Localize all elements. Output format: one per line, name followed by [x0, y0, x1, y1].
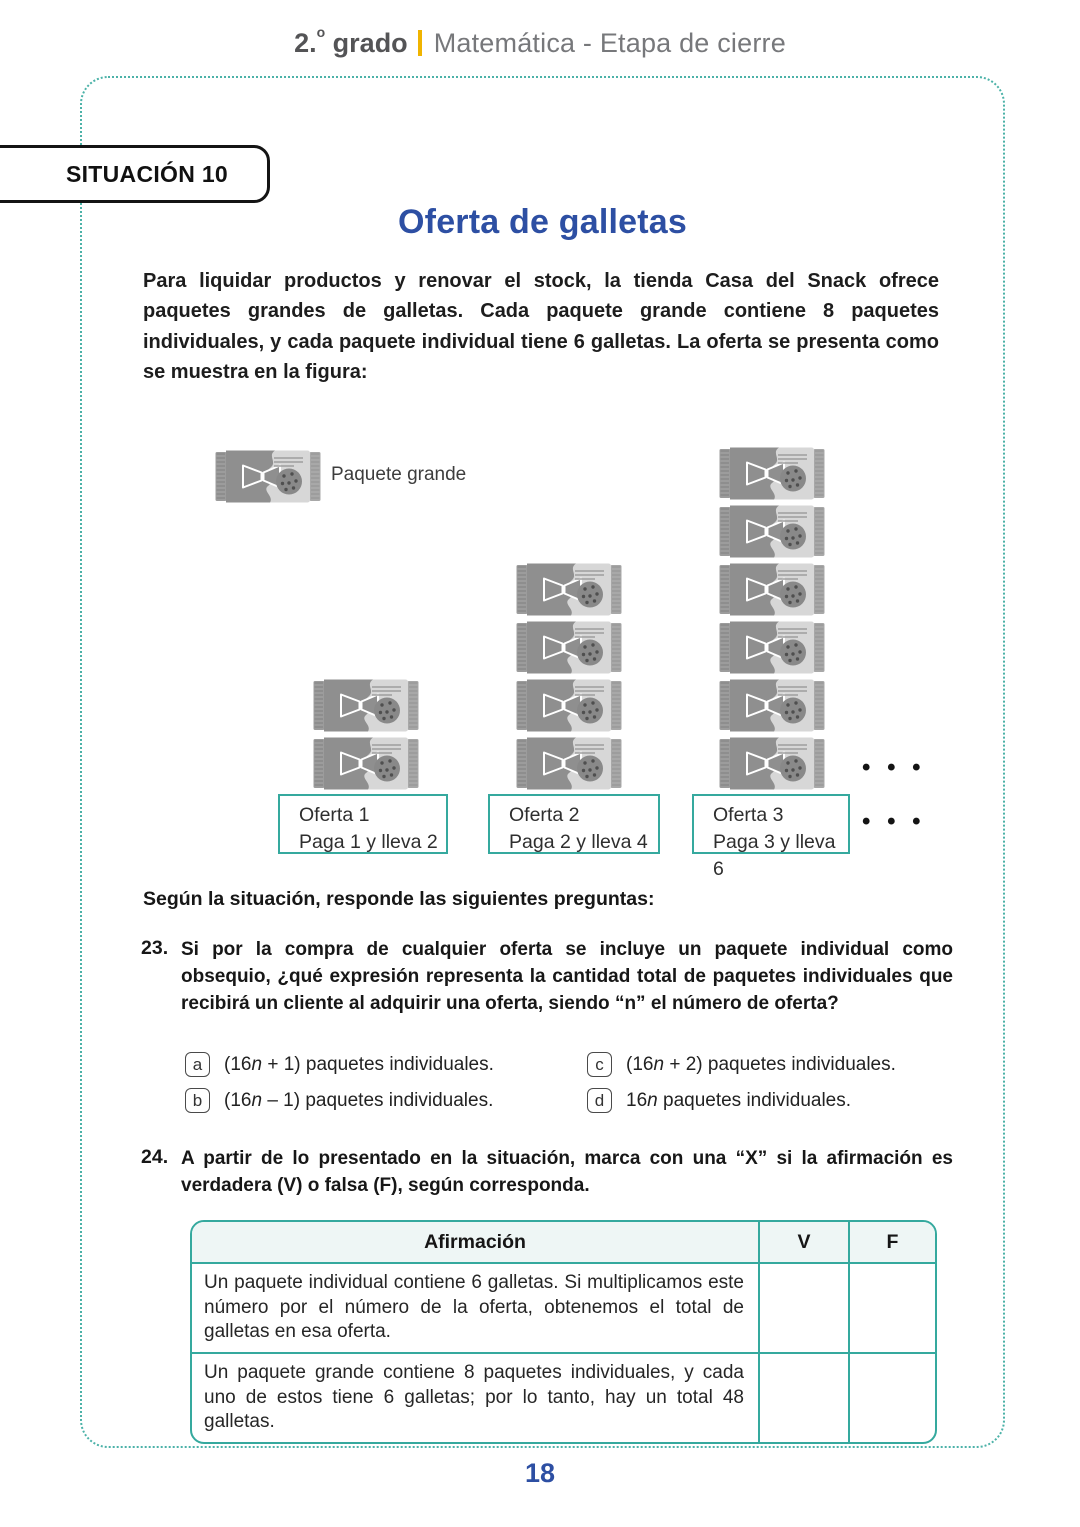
offer1-detail: Paga 1 y lleva 2: [299, 830, 438, 853]
grade-word: grado: [332, 28, 408, 58]
page-title: Oferta de galletas: [398, 203, 687, 241]
cookie-package-icon: [313, 679, 419, 732]
cookie-package-icon: [516, 621, 622, 674]
header-subject: Matemática - Etapa de cierre: [433, 28, 786, 58]
offer3-detail: Paga 3 y lleva 6: [713, 830, 836, 880]
option-b-letter-badge: b: [185, 1088, 210, 1113]
cookie-package-icon: [215, 450, 321, 503]
question-24-number: 24.: [141, 1146, 169, 1168]
degree-symbol: o: [316, 24, 326, 40]
grade-number: 2.: [294, 28, 317, 58]
table-row: [192, 1262, 935, 1352]
offer2-package-stack: [516, 563, 622, 790]
cookie-package-icon: [313, 737, 419, 790]
situation-badge: [0, 145, 270, 203]
continuation-ellipsis: • • •: [862, 808, 926, 835]
option-b: [185, 1088, 493, 1113]
offer3-package-stack: [719, 447, 825, 790]
question-24-text: A partir de lo presentado en la situación, marca con una “X” si la afirmación es verdadera (V) o falsa (F), según corresponda.: [181, 1148, 953, 1196]
answer-cell-v: [758, 1262, 848, 1352]
question-23-text: Si por la compra de cualquier oferta se incluye un paquete individual como obsequio, ¿qué expresión representa la cantidad total de paquetes individuales que recibirá un cliente al adquirir una oferta, siendo “n” el número de oferta?: [181, 939, 953, 1014]
statement-cell: Un paquete individual contiene 6 galletas. Si multiplicamos este número por el número de la oferta, obtenemos el total de galletas en esa oferta.: [192, 1262, 758, 1352]
offer2-label-box: [488, 794, 660, 854]
offer1-package-stack: [313, 679, 419, 790]
questions-lead: Según la situación, responde las siguientes preguntas:: [143, 888, 655, 910]
page-header: [0, 24, 1080, 59]
situation-label: SITUACIÓN 10: [65, 160, 229, 187]
offer3-name: Oferta 3: [713, 804, 784, 826]
option-d: [587, 1088, 851, 1113]
cookie-package-icon: [516, 737, 622, 790]
sample-package: [215, 450, 321, 503]
cookie-package-icon: [719, 563, 825, 616]
sample-package-label: Paquete grande: [331, 464, 467, 485]
cookie-package-icon: [719, 679, 825, 732]
cookie-package-icon: [719, 621, 825, 674]
answer-cell-v: [758, 1352, 848, 1442]
intro-paragraph: Para liquidar productos y renovar el stock, la tienda Casa del Snack ofrece paquetes grandes de galletas. Cada paquete grande contiene 8 paquetes individuales, y cada paquete individual tiene 6 galletas. La oferta se presenta como se muestra en la figura:: [143, 270, 939, 384]
option-a-label: (16n + 1) paquetes individuales.: [224, 1053, 494, 1075]
table-header-row: [192, 1222, 935, 1262]
offer3-label-box: [692, 794, 850, 880]
table-header-affirmation: Afirmación: [424, 1230, 526, 1253]
option-c-label: (16n + 2) paquetes individuales.: [626, 1053, 896, 1075]
option-d-letter-badge: d: [587, 1088, 612, 1113]
cookie-package-icon: [516, 563, 622, 616]
offer2-detail: Paga 2 y lleva 4: [509, 830, 648, 853]
option-d-label: 16n paquetes individuales.: [626, 1089, 852, 1111]
offer1-name: Oferta 1: [299, 804, 370, 826]
option-c-letter-badge: c: [587, 1052, 612, 1077]
cookie-package-icon: [719, 737, 825, 790]
yellow-divider-bar: [418, 30, 422, 56]
cookie-package-icon: [719, 505, 825, 558]
option-a-letter-badge: a: [185, 1052, 210, 1077]
page-number: 18: [524, 1458, 556, 1488]
cookie-package-icon: [719, 447, 825, 500]
statement-cell: Un paquete grande contiene 8 paquetes individuales, y cada uno de estos tiene 6 galletas; por lo tanto, hay un total 48 galletas.: [192, 1352, 758, 1442]
table-row: [192, 1352, 935, 1442]
question-23-number: 23.: [141, 937, 169, 959]
option-b-label: (16n – 1) paquetes individuales.: [224, 1089, 494, 1111]
option-c: [587, 1052, 896, 1077]
table-header-f: F: [848, 1222, 935, 1262]
cookie-package-icon: [516, 679, 622, 732]
offer2-name: Oferta 2: [509, 804, 580, 826]
answer-cell-f: [848, 1262, 935, 1352]
answer-cell-f: [848, 1352, 935, 1442]
true-false-table: [190, 1220, 937, 1444]
option-a: [185, 1052, 494, 1077]
continuation-ellipsis: • • •: [862, 754, 926, 781]
table-header-v: V: [758, 1222, 848, 1262]
offer1-label-box: [278, 794, 448, 854]
